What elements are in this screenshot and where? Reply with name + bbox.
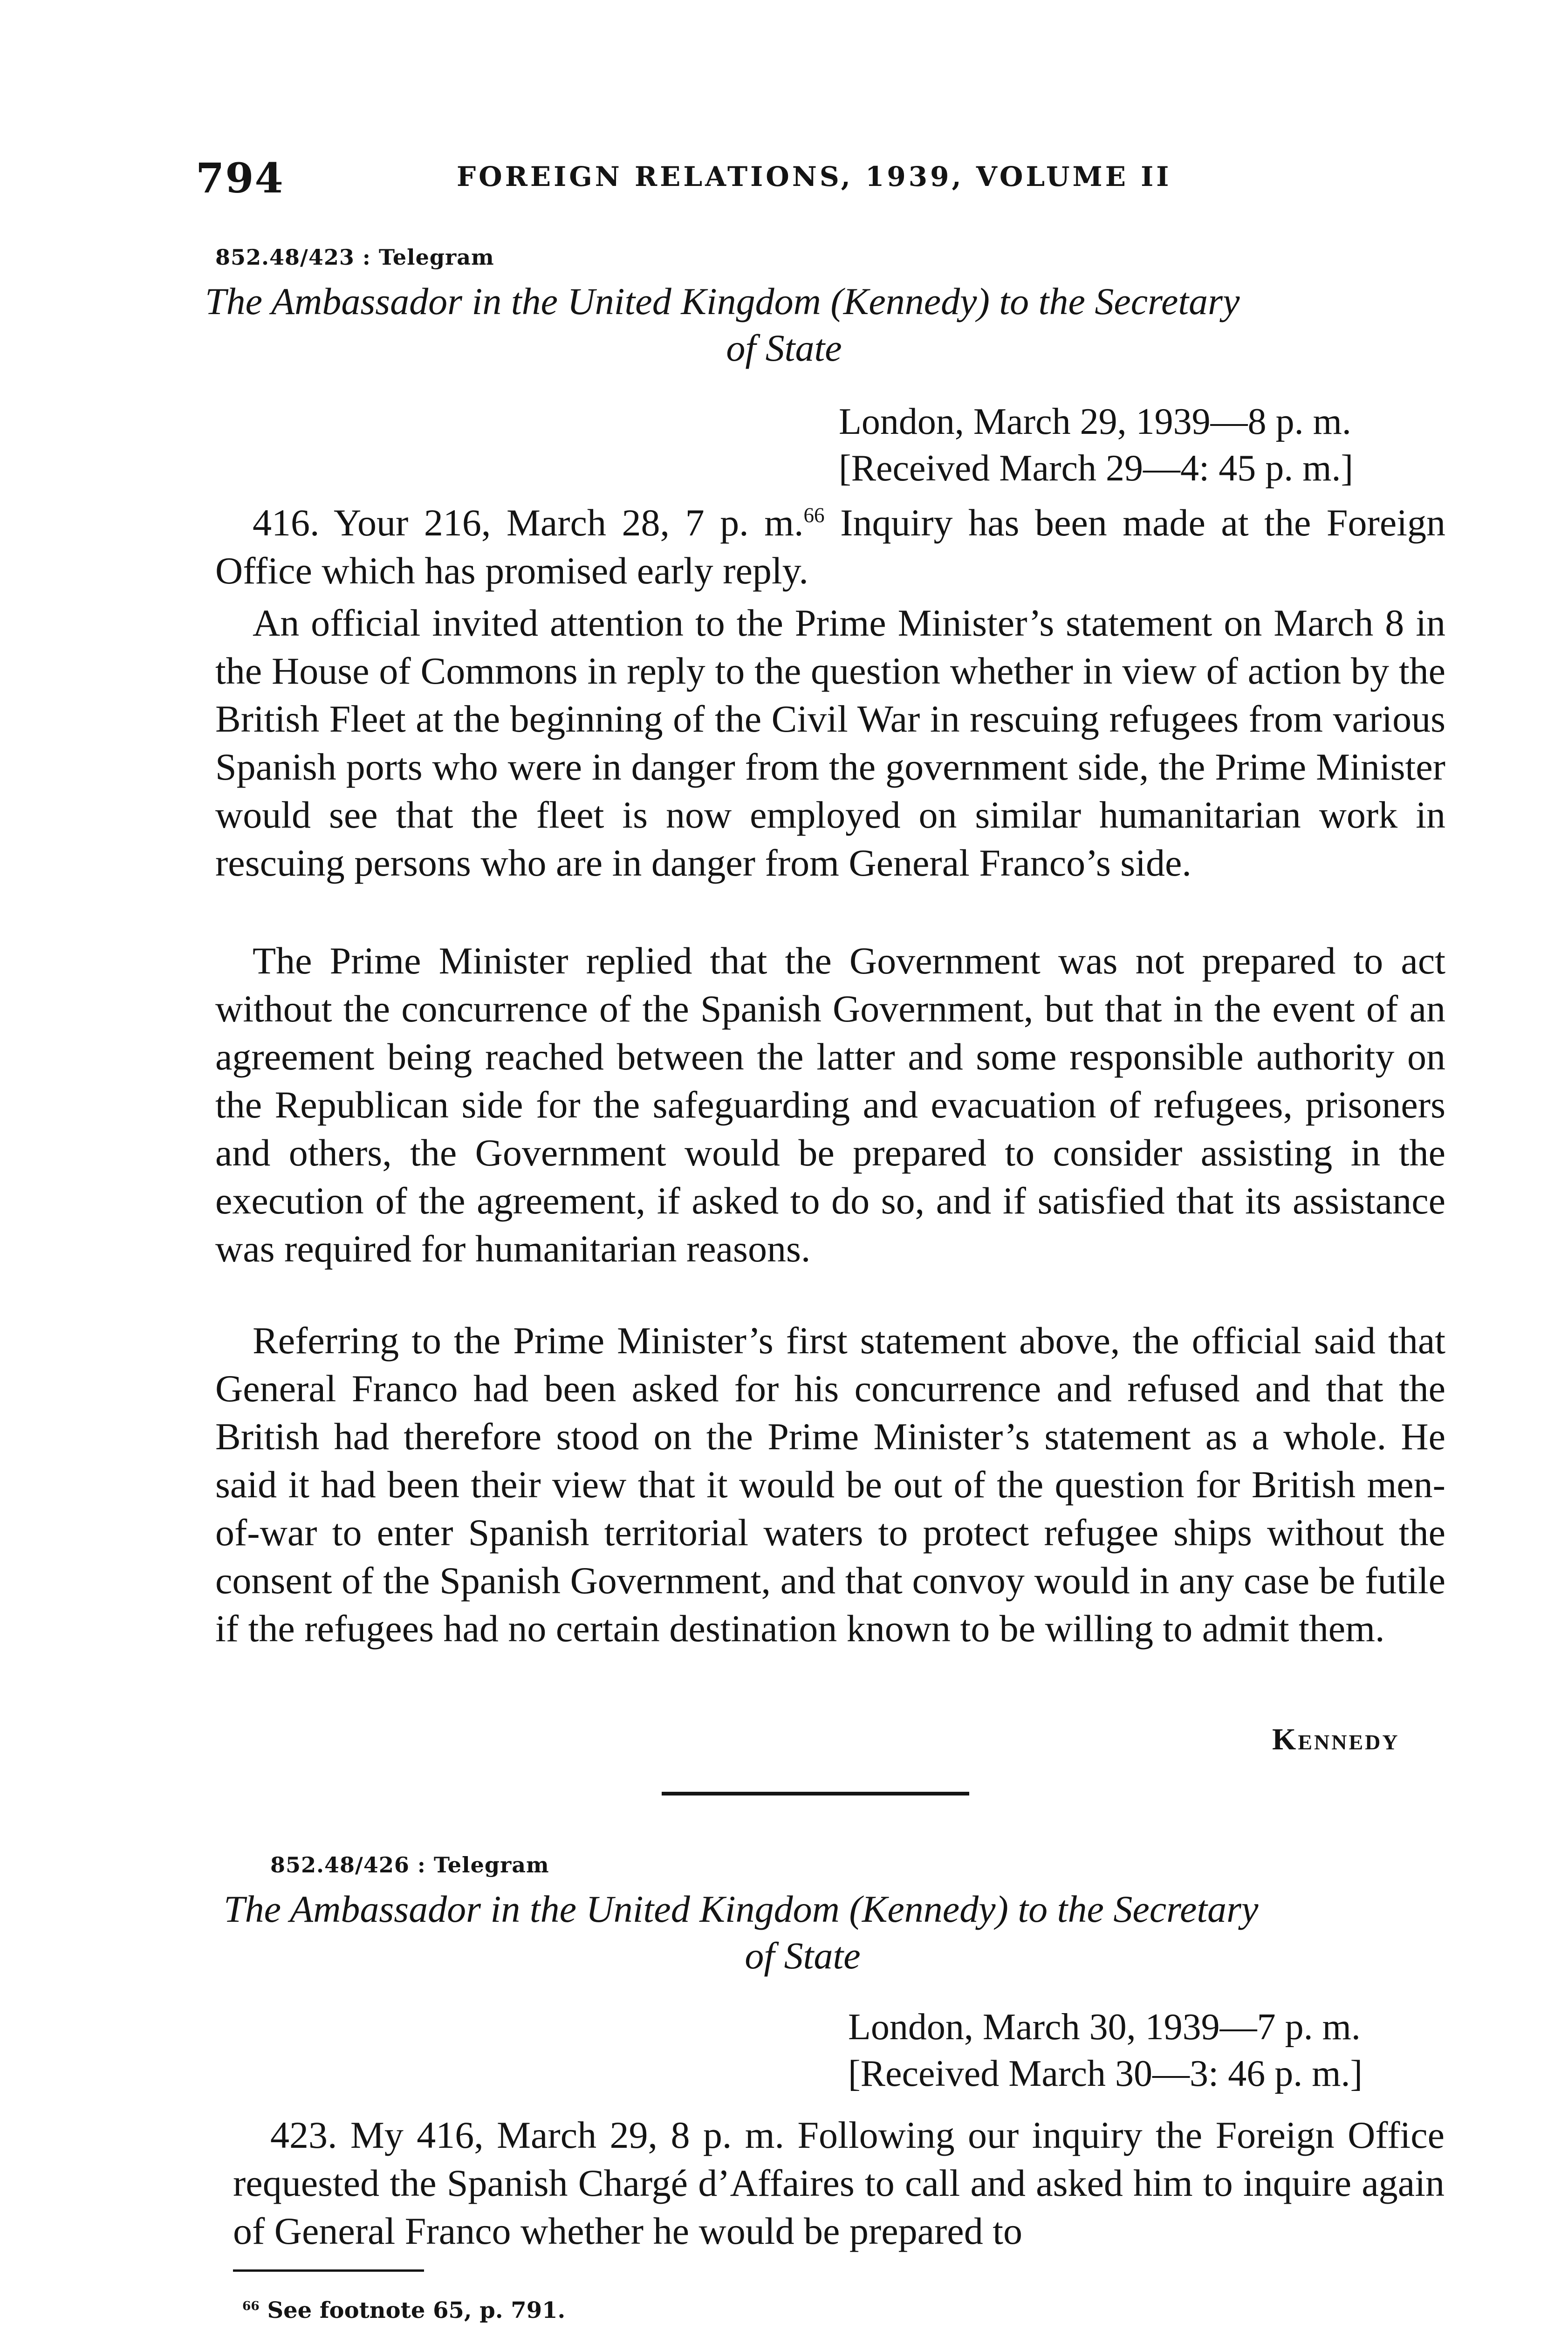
- doc1-date-line: London, March 29, 1939—8 p. m.: [839, 401, 1351, 442]
- doc2-received-line: [Received March 30—3: 46 p. m.]: [848, 2053, 1363, 2094]
- doc1-signature: Kennedy: [1272, 1722, 1400, 1756]
- running-title: FOREIGN RELATIONS, 1939, VOLUME II: [457, 161, 1172, 192]
- doc2-title-line2: of State: [745, 1934, 861, 1977]
- footnote-rule: [233, 2269, 424, 2272]
- footnote-text: See footnote 65, p. 791.: [259, 2297, 566, 2323]
- doc2-date-line: London, March 30, 1939—7 p. m.: [848, 2007, 1361, 2048]
- section-divider: [662, 1792, 969, 1795]
- footnote-mark: 66: [242, 2299, 260, 2313]
- doc2-title-line1: The Ambassador in the United Kingdom (Kennedy) to the Secretary: [224, 1888, 1259, 1930]
- doc1-paragraph-3: The Prime Minister replied that the Government was not prepared to act without the concurrence of the Spanish Government, but that in the event of an agreement being reached between the latter and some responsible authority on the Republican side for the safeguarding and evacuation of refugees, prisoners and others, the Government would be prepared to consider assisting in the execution of the agreement, if asked to do so, and if satisfied that its assistance was required for humanitarian reasons.: [215, 939, 1445, 1270]
- doc1-received-line: [Received March 29—4: 45 p. m.]: [839, 448, 1354, 489]
- doc1-paragraph-1-rest: Inquiry has been made at the Foreign Office which has promised early reply.: [215, 501, 1445, 592]
- doc1-paragraph-4: Referring to the Prime Minister’s first statement above, the official said that General Franco had been asked for his concurrence and refused and that the British had therefore stood on the Prime Minister’s statement as a whole. He said it had been their view that it would be out of the question for British men-of-war to enter Spanish territorial waters to protect refugee ships without the consent of the Spanish Government, and that convoy would in any case be futile if the refugees had no certain destination known to be willing to admit them.: [215, 1319, 1445, 1650]
- doc1-title-line1: The Ambassador in the United Kingdom (Kennedy) to the Secretary: [205, 280, 1240, 322]
- doc1-paragraph-1: [215, 499, 1445, 595]
- doc1-paragraph-2: An official invited attention to the Prime Minister’s statement on March 8 in the House of Commons in reply to the question whether in view of action by the British Fleet at the beginning of the Civil War in rescuing refugees from various Spanish ports who were in danger from the government side, the Prime Minister would see that the fleet is now employed on similar humanitarian work in rescuing persons who are in danger from General Franco’s side.: [215, 602, 1445, 884]
- doc2-file-ref: 852.48/426 : Telegram: [270, 1852, 549, 1878]
- page-number: 794: [196, 154, 284, 202]
- footnote-reference: 66: [803, 503, 825, 527]
- footnote: [242, 2297, 565, 2323]
- doc1-paragraph-1-text: 416. Your 216, March 28, 7 p. m.: [253, 501, 804, 544]
- doc2-paragraph-1: 423. My 416, March 29, 8 p. m. Following our inquiry the Foreign Office requested the Spanish Chargé d’Affaires to call and asked him to inquire again of General Franco whether he would be prepared to: [233, 2114, 1445, 2252]
- doc1-file-ref: 852.48/423 : Telegram: [215, 245, 494, 270]
- doc1-title-line2: of State: [726, 327, 842, 369]
